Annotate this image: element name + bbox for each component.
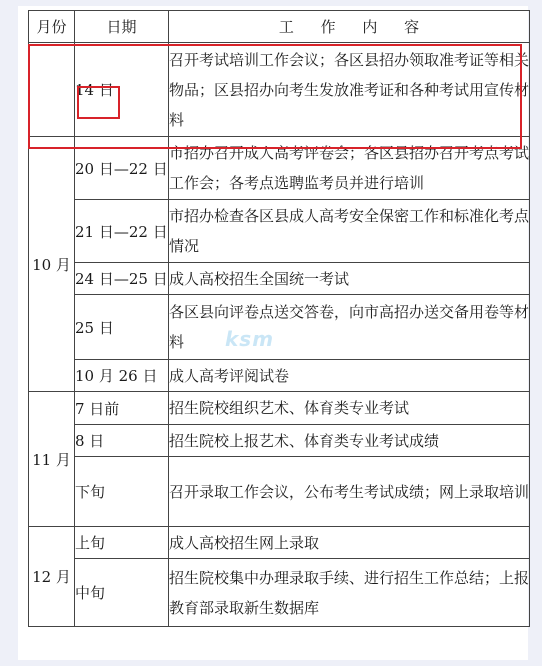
table-row xyxy=(29,43,530,137)
content-cell: 各区县向评卷点送交答卷，向市高招办送交备用卷等材料 xyxy=(169,295,530,360)
content-cell: 市招办检查各区县成人高考安全保密工作和标准化考点情况 xyxy=(169,200,530,263)
table-row xyxy=(29,392,530,425)
content-cell: 成人高校招生全国统一考试 xyxy=(169,263,530,295)
table-row xyxy=(29,295,530,360)
schedule-table xyxy=(28,10,530,627)
header-date: 日期 xyxy=(75,11,169,43)
content-cell: 成人高校招生网上录取 xyxy=(169,527,530,559)
content-cell: 召开录取工作会议，公布考生考试成绩；网上录取培训 xyxy=(169,457,530,527)
content-cell: 招生院校集中办理录取手续、进行招生工作总结；上报教育部录取新生数据库 xyxy=(169,559,530,627)
table-header-row xyxy=(29,11,530,43)
date-cell: 下旬 xyxy=(75,457,169,527)
content-cell: 市招办召开成人高考评卷会；各区县招办召开考点考试工作会；各考点选聘监考员并进行培训 xyxy=(169,137,530,200)
date-cell: 14 日 xyxy=(75,43,169,137)
watermark-logo: ksm xyxy=(225,327,275,351)
table-row xyxy=(29,457,530,527)
month-cell-october: 10 月 xyxy=(29,137,75,392)
table-row xyxy=(29,559,530,627)
header-month: 月份 xyxy=(29,11,75,43)
content-cell: 成人高考评阅试卷 xyxy=(169,360,530,392)
date-cell: 10 月 26 日 xyxy=(75,360,169,392)
date-cell: 24 日—25 日 xyxy=(75,263,169,295)
table-row xyxy=(29,137,530,200)
month-cell-december: 12 月 xyxy=(29,527,75,627)
table-row xyxy=(29,425,530,457)
table-row xyxy=(29,200,530,263)
table-row xyxy=(29,527,530,559)
table-row xyxy=(29,360,530,392)
date-cell: 8 日 xyxy=(75,425,169,457)
date-cell: 7 日前 xyxy=(75,392,169,425)
date-cell: 中旬 xyxy=(75,559,169,627)
table-row xyxy=(29,263,530,295)
content-cell: 召开考试培训工作会议；各区县招办领取准考证等相关物品；区县招办向考生发放准考证和各种考试用宣传材料 xyxy=(169,43,530,137)
date-cell: 20 日—22 日 xyxy=(75,137,169,200)
month-cell-empty xyxy=(29,43,75,137)
date-cell: 25 日 xyxy=(75,295,169,360)
content-cell: 招生院校上报艺术、体育类专业考试成绩 xyxy=(169,425,530,457)
date-cell: 21 日—22 日 xyxy=(75,200,169,263)
date-cell: 上旬 xyxy=(75,527,169,559)
header-content: 工 作 内 容 xyxy=(169,11,530,43)
month-cell-november: 11 月 xyxy=(29,392,75,527)
content-cell: 招生院校组织艺术、体育类专业考试 xyxy=(169,392,530,425)
